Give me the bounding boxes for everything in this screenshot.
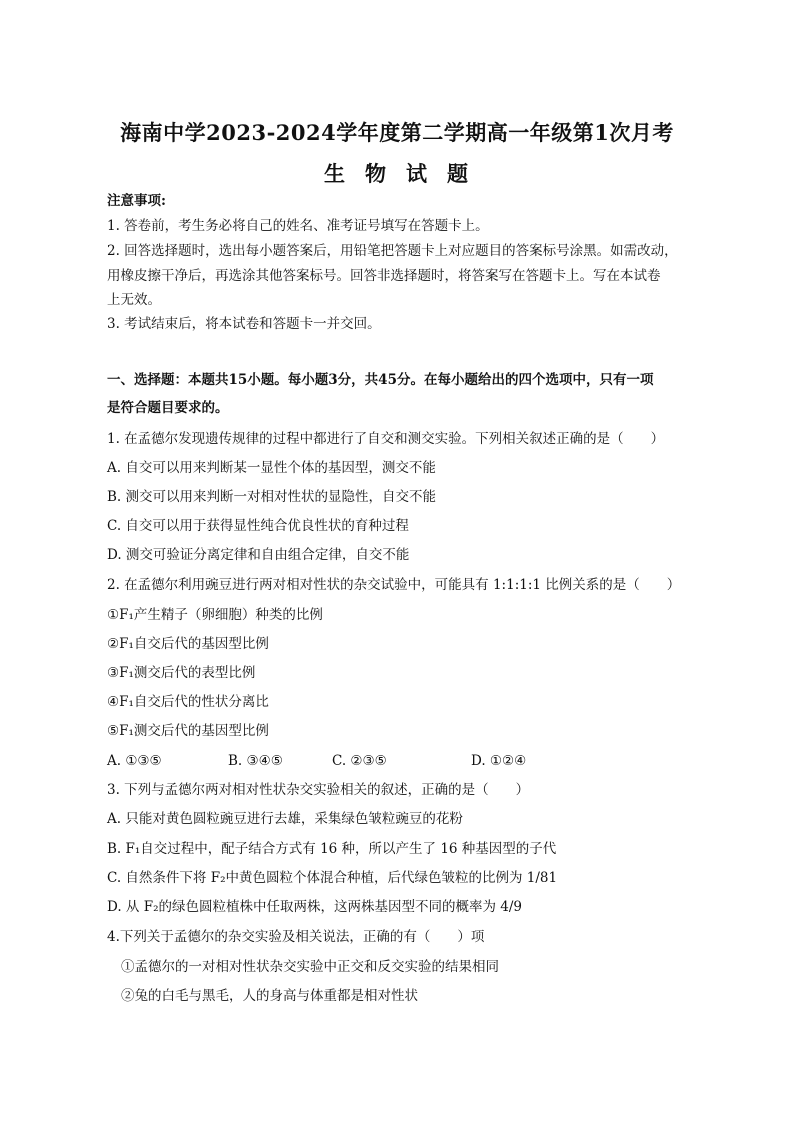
- question-4-item: ①孟德尔的一对相对性状杂交实验中正交和反交实验的结果相同: [121, 959, 499, 975]
- notice-item: 用橡皮擦干净后，再选涂其他答案标号。回答非选择题时，将答案写在答题卡上。写在本试卷: [107, 268, 661, 284]
- exam-title: 海南中学2023-2024学年度第二学期高一年级第1次月考: [120, 120, 674, 145]
- question-1-option-c: C. 自交可以用于获得显性纯合优良性状的育种过程: [107, 518, 409, 534]
- question-2-option-d: D. ①②④: [471, 753, 527, 769]
- question-1-stem: 1. 在孟德尔发现遗传规律的过程中都进行了自交和测交实验。下列相关叙述正确的是（ ）: [107, 431, 665, 447]
- notice-item: 上无效。: [107, 292, 161, 308]
- question-1-option-d: D. 测交可验证分离定律和自由组合定律，自交不能: [107, 547, 410, 563]
- question-3-option-c: C. 自然条件下将 F₂中黄色圆粒个体混合种植，后代绿色皱粒的比例为 1/81: [107, 870, 558, 886]
- question-3-option-a: A. 只能对黄色圆粒豌豆进行去雄，采集绿色皱粒豌豆的花粉: [107, 811, 463, 827]
- question-2-item: ⑤F₁测交后代的基因型比例: [107, 723, 269, 739]
- question-3-option-b: B. F₁自交过程中，配子结合方式有 16 种，所以产生了 16 种基因型的子代: [107, 841, 557, 857]
- question-3-stem: 3. 下列与孟德尔两对相对性状杂交实验相关的叙述，正确的是（ ）: [107, 782, 530, 798]
- question-2-item: ④F₁自交后代的性状分离比: [107, 694, 269, 710]
- question-2-option-a: A. ①③⑤: [107, 753, 162, 769]
- notice-item: 2. 回答选择题时，选出每小题答案后，用铅笔把答题卡上对应题目的答案标号涂黑。如需改动，: [107, 243, 678, 259]
- question-2-item: ①F₁产生精子（卵细胞）种类的比例: [107, 607, 323, 623]
- question-2-item: ②F₁自交后代的基因型比例: [107, 636, 269, 652]
- question-3-option-d: D. 从 F₂的绿色圆粒植株中任取两株，这两株基因型不同的概率为 4/9: [107, 899, 523, 915]
- question-2-item: ③F₁测交后代的表型比例: [107, 665, 256, 681]
- question-2-options: [107, 751, 687, 771]
- notice-item: 3. 考试结束后，将本试卷和答题卡一并交回。: [107, 316, 381, 332]
- question-2-stem: 2. 在孟德尔利用豌豆进行两对相对性状的杂交试验中，可能具有 1:1:1:1 比例关系的是（ ）: [107, 577, 681, 593]
- question-4-stem: 4.下列关于孟德尔的杂交实验及相关说法，正确的有（ ）项: [107, 929, 485, 945]
- notice-item: 1. 答卷前，考生务必将自己的姓名、准考证号填写在答题卡上。: [107, 218, 489, 234]
- notice-heading: 注意事项:: [107, 193, 166, 209]
- exam-subtitle: 生物试题: [324, 161, 488, 186]
- question-1-option-a: A. 自交可以用来判断某一显性个体的基因型，测交不能: [107, 460, 436, 476]
- section-heading-cont: 是符合题目要求的。: [107, 400, 229, 416]
- question-4-item: ②兔的白毛与黑毛，人的身高与体重都是相对性状: [121, 988, 418, 1004]
- question-2-option-c: C. ②③⑤: [332, 753, 387, 769]
- question-1-option-b: B. 测交可以用来判断一对相对性状的显隐性，自交不能: [107, 489, 437, 505]
- question-2-option-b: B. ③④⑤: [228, 753, 283, 769]
- section-heading: 一、选择题：本题共15小题。每小题3分，共45分。在每小题给出的四个选项中，只有一项: [107, 372, 654, 388]
